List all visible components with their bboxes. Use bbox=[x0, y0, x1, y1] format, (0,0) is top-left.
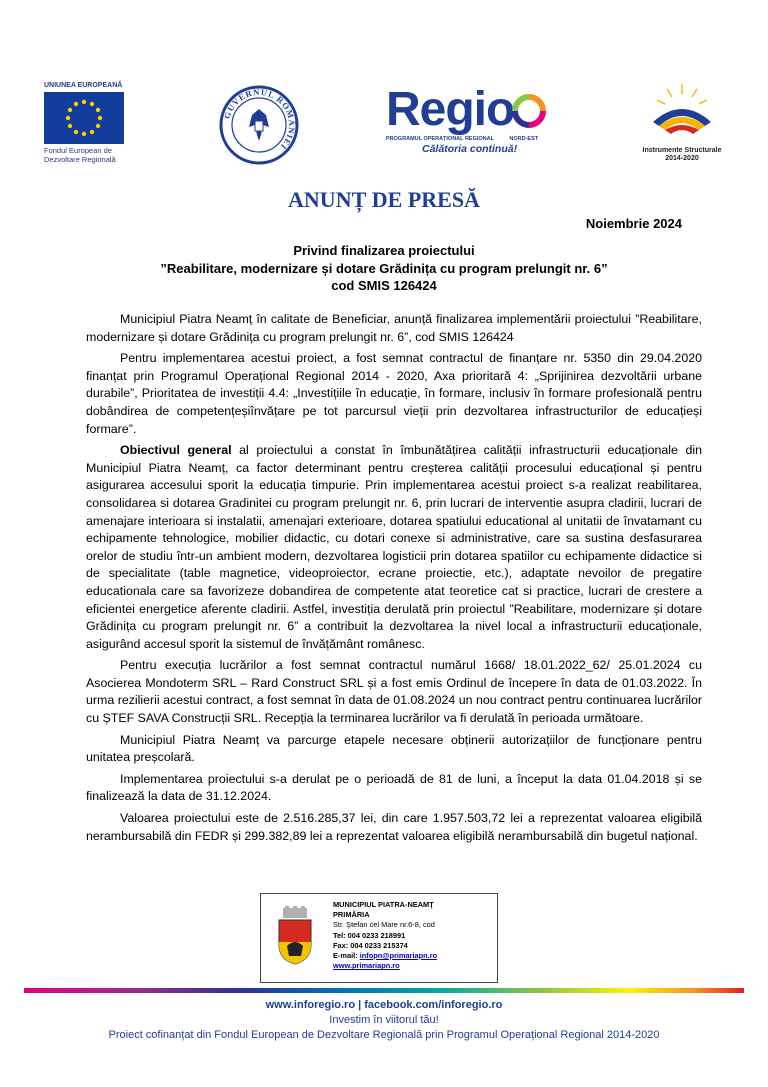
svg-text:GUVERNUL ROMÂNIEI bbox=[222, 87, 297, 152]
document-date: Noiembrie 2024 bbox=[585, 216, 682, 231]
footer-links bbox=[0, 998, 768, 1013]
document-subject bbox=[0, 242, 768, 295]
regio-program-name: PROGRAMUL OPERAȚIONAL REGIONAL bbox=[386, 136, 494, 142]
paragraph-authorization: Municipiul Piatra Neamț va parcurge etapele necesare obținerii autorizațiilor de funcționare pentru unitatea preșcolară. bbox=[86, 732, 702, 765]
contact-phone: Tel: 004 0233 218991 bbox=[333, 930, 406, 940]
piatra-neamt-crest-icon bbox=[275, 906, 315, 966]
structural-instruments-years: 2014-2020 bbox=[665, 155, 699, 162]
eu-fund-line-1: Fondul European de bbox=[44, 146, 112, 155]
structural-instruments-star-icon bbox=[647, 80, 717, 142]
footer-link-separator: | bbox=[355, 999, 365, 1011]
regio-subtitle bbox=[386, 136, 546, 143]
subject-line-3: cod SMIS 126424 bbox=[331, 278, 437, 293]
objective-text: al proiectului a constat în îmbunătățirea calității infrastructurii educaționale din Municipiul Piatra Neamț, ca factor determinant pentru creșterea calității procesului educațional și pentru asigurarea accesului sporit la educația timpurie. Prin implementarea acestui proiect s-a realizat reabilitarea, consolidarea si dotarea Gradinitei cu program prelungit nr. 6, prin lucrari de interventie asupra cladirii, lucrari de amenajare interioara si instalatii, amenajari exterioare, dotarea spatiului educational al unitatii de învatamant cu echipamente tehnologice, mobilier didactic, cu dotari conexe si administrative, care sa sustina desfasurarea orelor de studiu într-un ambient modern, dezvoltarea logisticii prin dotarea spatiilor cu echipamente didactice si de specialitate (table magnetice, videoproiector, ecrane proiectie, etc.), adaptate nevoilor de pregatire educationala care sa favorizeze dobandirea de competente atat teoretice cat si practice, lucrari de crestere a eficientei energetice aferente cladirii. Astfel, investiția derulată prin proiectul ”Reabilitare, modernizare și dotare Grădinița cu program prelungit nr. 6” a contribuit la dezvoltarea la nivel local a infrastructurii educaționale, asigurând accesul sporit la sistemul de învățământ românesc. bbox=[86, 443, 702, 651]
eu-logo bbox=[44, 82, 128, 164]
eu-logo-title: UNIUNEA EUROPEANĂ bbox=[44, 82, 123, 89]
contact-email-row bbox=[333, 951, 489, 961]
eu-fund-line-2: Dezvoltare Regională bbox=[44, 155, 116, 164]
contact-institution: MUNICIPIUL PIATRA-NEAMŢ bbox=[333, 900, 434, 909]
regio-logo bbox=[386, 83, 546, 158]
objective-label: Obiectivul general bbox=[120, 443, 232, 458]
page-title: ANUNȚ DE PRESĂ bbox=[288, 187, 480, 212]
contact-email-link[interactable]: infopn@primariapn.ro bbox=[359, 951, 438, 961]
paragraph-intro: Municipiul Piatra Neamț în calitate de Beneficiar, anunță finalizarea implementării proiectului ”Reabilitare, modernizare și dotare Grădinița cu program prelungit nr. 6”, cod SMIS 126424 bbox=[86, 312, 702, 344]
structural-instruments-label: Instrumente Structurale bbox=[642, 147, 722, 154]
government-seal-text: GUVERNUL ROMÂNIEI bbox=[221, 86, 298, 153]
government-seal-logo bbox=[219, 85, 299, 165]
regio-rainbow-o-icon bbox=[512, 94, 546, 128]
footer-motto: Investim în viitorul tău! bbox=[329, 1014, 439, 1026]
footer-rainbow-divider bbox=[24, 988, 744, 993]
paragraph-duration: Implementarea proiectului s-a derulat pe o perioadă de 81 de luni, a început la data 01.04.2018 și se finalizează la data de 31.12.2024. bbox=[86, 771, 702, 804]
footer-cofinancing: Proiect cofinanțat din Fondul European de Dezvoltare Regională prin Programul Operațional Regional 2014-2020 bbox=[108, 1029, 660, 1041]
regio-wordmark: Regio bbox=[386, 83, 515, 136]
contact-website-link[interactable]: www.primariapn.ro bbox=[333, 961, 400, 971]
paragraph-execution: Pentru execuția lucrărilor a fost semnat contractul numărul 1668/ 18.01.2022_62/ 25.01.2024 cu Asocierea Mondoterm SRL – Rard Construct SRL și a fost emis Ordinul de începere în data de 01.03.2022. În urma rezilierii acestui contract, a fost semnat în data de 01.08.2024 un nou contract pentru continuarea lucrărilor cu ȘTEF SAVA Construcții SRL. Recepția la terminarea lucrărilor va fi derulată în perioada următoare. bbox=[86, 658, 702, 726]
contact-department: PRIMĂRIA bbox=[333, 910, 370, 920]
subject-line-1: Privind finalizarea proiectului bbox=[293, 243, 475, 258]
contact-info bbox=[333, 900, 489, 971]
footer-link-inforegio[interactable]: www.inforegio.ro bbox=[265, 999, 356, 1011]
logo-row bbox=[0, 70, 768, 170]
structural-instruments-logo bbox=[640, 80, 724, 170]
document-body bbox=[86, 311, 702, 849]
paragraph-contract: Pentru implementarea acestui proiect, a fost semnat contractul de finanțare nr. 5350 din 29.04.2020 finanțat prin Programul Operațional Regional 2014 - 2020, Axa prioritară 4: „Sprijinirea dezvoltării urbane durabile”, Prioritatea de investiții 4.4: „Investițiile în educație, în formare, inclusiv în formare profesională pentru dobândirea de competențeșiînvățare pe tot parcursul vieții prin dezvoltarea infrastructurilor de educațieși formare”. bbox=[86, 351, 702, 436]
eu-flag-icon bbox=[44, 92, 124, 144]
contact-fax: Fax: 004 0233 215374 bbox=[333, 940, 408, 950]
municipality-contact-box bbox=[260, 893, 498, 983]
paragraph-value: Valoarea proiectului este de 2.516.285,37 lei, din care 1.957.503,72 lei a reprezentat valoarea eligibilă nerambursabilă din FEDR și 299.382,89 lei a reprezentat valoarea eligibilă nerambursabilă din bugetul național. bbox=[86, 811, 702, 843]
subject-line-2: ”Reabilitare, modernizare și dotare Grădinița cu program prelungit nr. 6” bbox=[160, 260, 608, 276]
contact-email-label: E-mail: bbox=[333, 951, 360, 961]
contact-address: Str. Ştefan cel Mare nr.6-8, cod bbox=[333, 920, 435, 930]
footer-link-facebook[interactable]: facebook.com/inforegio.ro bbox=[364, 999, 503, 1011]
footer bbox=[0, 998, 768, 1043]
paragraph-objective bbox=[86, 442, 702, 653]
regio-region: NORD-EST bbox=[509, 136, 539, 142]
regio-motto: Călătoria continuă! bbox=[422, 143, 518, 155]
